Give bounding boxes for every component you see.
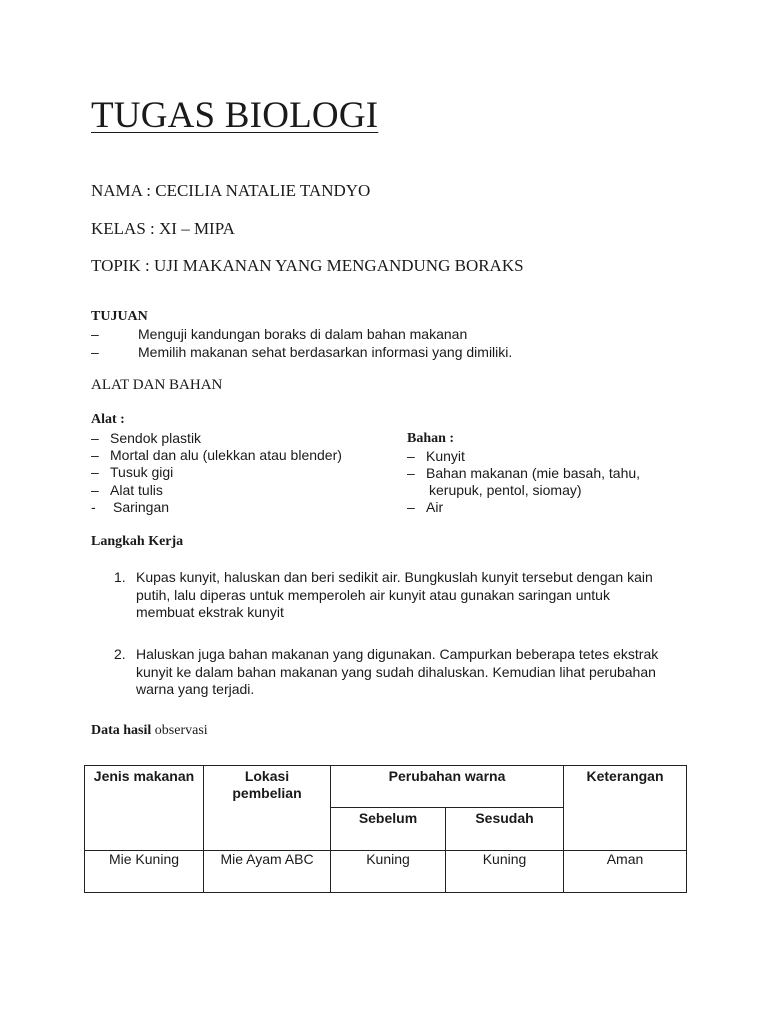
bahan-item	[407, 448, 465, 464]
header-sesudah: Sesudah	[446, 808, 564, 851]
alat-item	[91, 482, 163, 498]
tujuan-item	[91, 344, 512, 360]
dash-bullet: –	[407, 465, 415, 481]
alat-heading: Alat :	[91, 412, 125, 427]
bahan-item-text: Air	[426, 499, 444, 515]
data-hasil-heading-bold: Data hasil	[91, 723, 152, 738]
topic-line: TOPIK : UJI MAKANAN YANG MENGANDUNG BORAKS	[91, 256, 524, 275]
langkah-kerja-heading: Langkah Kerja	[91, 534, 184, 549]
dash-bullet: –	[91, 430, 99, 446]
table-cell: Kuning	[446, 851, 564, 893]
dash-bullet: –	[91, 447, 99, 463]
header-keterangan: Keterangan	[564, 766, 687, 851]
tujuan-item	[91, 326, 467, 342]
header-jenis-makanan: Jenis makanan	[85, 766, 204, 851]
alat-item	[91, 447, 342, 463]
bahan-heading: Bahan :	[407, 431, 455, 446]
header-sebelum: Sebelum	[331, 808, 446, 851]
dash-bullet: -	[91, 499, 96, 515]
dash-bullet: –	[91, 482, 99, 498]
tujuan-heading: TUJUAN	[91, 309, 148, 324]
table-header-row	[85, 766, 687, 808]
bahan-item-continuation: kerupuk, pentol, siomay)	[429, 482, 582, 498]
data-hasil-heading	[91, 723, 208, 739]
data-hasil-heading-rest: observasi	[151, 723, 208, 738]
bahan-item	[407, 465, 640, 481]
table-row	[85, 851, 687, 893]
dash-bullet: –	[91, 344, 99, 360]
table-cell: Aman	[564, 851, 687, 893]
student-name: NAMA : CECILIA NATALIE TANDYO	[91, 181, 371, 200]
table-cell: Mie Ayam ABC	[204, 851, 331, 893]
dash-bullet: –	[407, 499, 415, 515]
alat-item	[91, 499, 169, 515]
tujuan-item-text: Memilih makanan sehat berdasarkan informasi yang dimiliki.	[138, 344, 513, 360]
alat-item-text: Sendok plastik	[110, 430, 202, 446]
table-cell: Mie Kuning	[85, 851, 204, 893]
dash-bullet: –	[91, 326, 99, 342]
alat-item-text: Alat tulis	[110, 482, 163, 498]
alat-item	[91, 464, 173, 480]
bahan-item	[407, 499, 443, 515]
alat-item	[91, 430, 201, 446]
tujuan-item-text: Menguji kandungan boraks di dalam bahan makanan	[138, 326, 468, 342]
table-cell: Kuning	[331, 851, 446, 893]
dash-bullet: –	[91, 464, 99, 480]
step-number: 1.	[114, 569, 126, 585]
document-title: TUGAS BIOLOGI	[91, 95, 379, 136]
header-perubahan-warna: Perubahan warna	[331, 766, 564, 808]
header-lokasi-pembelian: Lokasi pembelian	[204, 766, 331, 851]
step-text: Haluskan juga bahan makanan yang digunakan. Campurkan beberapa tetes ekstrak kunyit ke dalam bahan makanan yang sudah dihaluskan. Kemudian lihat perubahan warna yang terjadi.	[136, 646, 659, 697]
step-number: 2.	[114, 646, 126, 662]
bahan-item-text: Kunyit	[426, 448, 465, 464]
observation-table	[84, 765, 687, 893]
step-text: Kupas kunyit, haluskan dan beri sedikit air. Bungkuslah kunyit tersebut dengan kain putih, lalu diperas untuk memperoleh air kunyit atau gunakan saringan untuk membuat ekstrak kunyit	[136, 569, 653, 620]
bahan-item-text: Bahan makanan (mie basah, tahu,	[426, 465, 641, 481]
alat-item-text: Saringan	[113, 499, 170, 515]
student-class: KELAS : XI – MIPA	[91, 219, 235, 238]
alat-item-text: Tusuk gigi	[110, 464, 174, 480]
alat-item-text: Mortal dan alu (ulekkan atau blender)	[110, 447, 342, 463]
alat-bahan-heading: ALAT DAN BAHAN	[91, 377, 223, 393]
dash-bullet: –	[407, 448, 415, 464]
